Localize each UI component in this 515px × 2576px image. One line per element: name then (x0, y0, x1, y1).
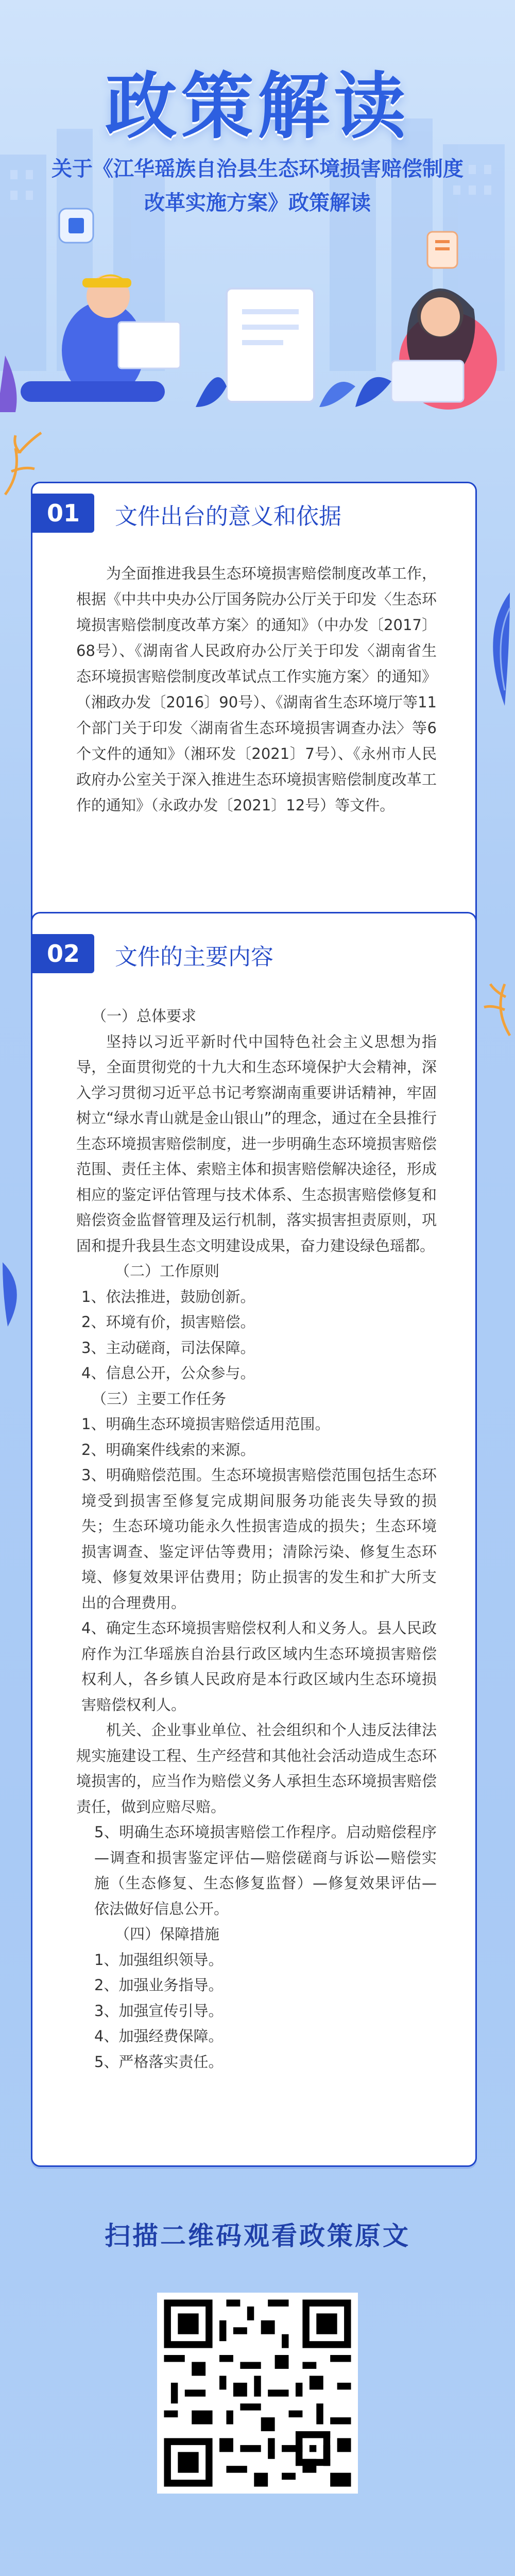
subheading: （四）保障措施 (115, 1925, 220, 1943)
list-item: 4、确定生态环境损害赔偿权利人和义务人。县人民政府作为江华瑶族自治县行政区域内生态环境损害赔偿权利人，各乡镇人民政府是本行政区域内生态环境损害赔偿权利人。 (81, 1619, 437, 1714)
list-item: 2、环境有价，损害赔偿。 (81, 1313, 255, 1331)
list-item: 1、加强组织领导。 (94, 1951, 224, 1969)
section-title: 文件出台的意义和依据 (115, 503, 341, 530)
list-item: 3、明确赔偿范围。生态环境损害赔偿范围包括生态环境受到损害至修复完成期间服务功能丧失导致的损失；生态环境功能永久性损害造成的损失；生态环境损害调查、鉴定评估等费用；清除污染、修复生态环境、修复效果评估费用；防止损害的发生和扩大所支出的合理费用。 (81, 1466, 437, 1612)
leaf-decoration-right (474, 587, 515, 721)
list-item: 4、信息公开，公众参与。 (81, 1364, 255, 1382)
paragraph: 机关、企业事业单位、社会组织和个人违反法律法规实施建设工程、生产经营和其他社会活动造成生态环境损害的，应当作为赔偿义务人承担生态环境损害赔偿责任，做到应赔尽赔。 (76, 1721, 437, 1816)
list-item: 3、加强宣传引导。 (94, 2002, 224, 2020)
qr-code[interactable] (157, 2293, 358, 2494)
paragraph: 坚持以习近平新时代中国特色社会主义思想为指导，全面贯彻党的十九大和生态环境保护大会精神，深入学习贯彻习近平总书记考察湖南重要讲话精神，牢固树立“绿水青山就是金山银山”的理念，通过在全县推行生态环境损害赔偿制度，进一步明确生态环境损害赔偿范围、责任主体、索赔主体和损害赔偿解决途径，形成相应的鉴定评估管理与技术体系、生态损害赔偿修复和赔偿资金监督管理及运行机制，落实损害担责原则，巩固和提升我县生态文明建设成果，奋力建设绿色瑶都。 (76, 1032, 437, 1255)
section-title: 文件的主要内容 (115, 944, 273, 970)
paragraph: 为全面推进我县生态环境损害赔偿制度改革工作，根据《中共中央办公厅国务院办公厅关于印发〈生态环境损害赔偿制度改革方案〉的通知》（中办发〔2017〕68号）、《湖南省人民政府办公厅关于印发〈湖南省生态环境损害赔偿制度改革试点工作实施方案〉的通知》（湘政办发〔2016〕90号）、《湖南省生态环境厅等11个部门关于印发〈湖南省生态环境损害调查办法〉等6个文件的通知》（湘环发〔2021〕7号）、《永州市人民政府办公室关于深入推进生态环境损害赔偿制度改革工作的通知》（永政办发〔2021〕12号）等文件。 (76, 565, 437, 814)
section-number-badge: 01 (32, 494, 94, 533)
qr-code-icon (157, 2293, 358, 2494)
qr-caption: 扫描二维码观看政策原文 (105, 2221, 410, 2251)
list-item: 2、明确案件线索的来源。 (81, 1440, 255, 1459)
list-item: 5、严格落实责任。 (94, 2053, 224, 2071)
list-item: 3、主动磋商，司法保障。 (81, 1338, 255, 1357)
section-number-badge: 02 (32, 934, 94, 973)
sprig-decoration-right (474, 979, 515, 1041)
subheading: （二）工作原则 (115, 1262, 220, 1280)
list-item: 4、加强经费保障。 (94, 2027, 224, 2045)
list-item: 1、明确生态环境损害赔偿适用范围。 (81, 1415, 330, 1433)
page-title: 政策解读 (105, 65, 410, 149)
page-subtitle: 关于《江华瑶族自治县生态环境损害赔偿制度改革实施方案》政策解读 (52, 157, 464, 215)
leaf-decoration-left (0, 1257, 31, 1329)
subheading: （一）总体要求 (92, 1007, 197, 1025)
section-body (76, 1004, 437, 2075)
section-card-significance (31, 482, 477, 938)
subheading: （三）主要工作任务 (92, 1389, 227, 1408)
list-item: 1、依法推进，鼓励创新。 (81, 1287, 255, 1306)
section-card-main-content (31, 912, 477, 2167)
list-item: 5、明确生态环境损害赔偿工作程序。启动赔偿程序—调查和损害鉴定评估—赔偿磋商与诉讼—赔偿实施（生态修复、生态修复监督）—修复效果评估—依法做好信息公开。 (94, 1823, 437, 1918)
hero-banner (0, 0, 515, 453)
publisher-credit (0, 2571, 515, 2576)
list-item: 2、加强业务指导。 (94, 1976, 224, 1994)
section-body (76, 561, 437, 818)
